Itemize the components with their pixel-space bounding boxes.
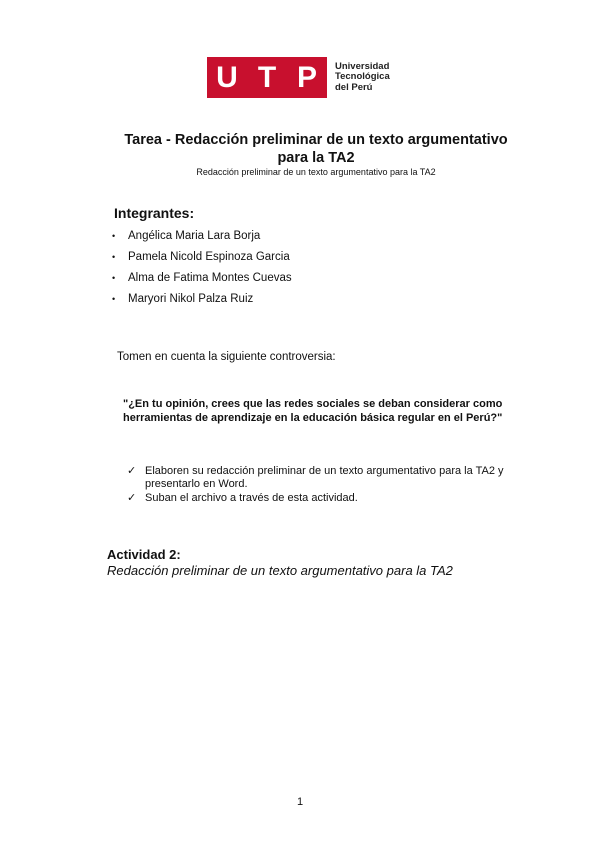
task-item	[127, 465, 527, 491]
logo-letter-u: U	[216, 61, 238, 94]
checkmark-icon: ✓	[127, 492, 137, 504]
logo-wordmark	[335, 62, 390, 94]
logo-line-2: Tecnológica	[335, 71, 390, 83]
logo-letter-t: T	[257, 61, 277, 94]
members-list	[112, 227, 292, 311]
logo-line-3: del Perú	[335, 81, 373, 93]
member-name: Pamela Nicold Espinoza Garcia	[128, 251, 290, 263]
page-number: 1	[296, 796, 304, 808]
title-line-1: Tarea - Redacción preliminar de un texto argumentativo	[124, 132, 508, 148]
member-name: Angélica Maria Lara Borja	[128, 230, 261, 242]
bullet-icon: •	[112, 294, 116, 304]
logo-letter-p: P	[296, 61, 317, 94]
utp-logo-mark	[207, 57, 327, 98]
university-logo	[207, 57, 390, 98]
member-item	[112, 227, 292, 248]
bullet-icon: •	[112, 231, 116, 241]
title-line-2: para la TA2	[277, 150, 355, 166]
task-text: Elaboren su redacción preliminar de un texto argumentativo para la TA2 y presentarlo en Word.	[145, 465, 504, 490]
member-item	[112, 269, 292, 290]
member-name: Maryori Nikol Palza Ruiz	[128, 293, 254, 305]
logo-line-1: Universidad	[335, 60, 390, 72]
bullet-icon: •	[112, 273, 116, 283]
task-text: Suban el archivo a través de esta actividad.	[145, 492, 358, 504]
controversy-intro: Tomen en cuenta la siguiente controversia:	[117, 351, 336, 363]
task-item	[127, 492, 527, 505]
task-list	[127, 465, 527, 506]
activity-description: Redacción preliminar de un texto argumentativo para la TA2	[107, 563, 453, 578]
checkmark-icon: ✓	[127, 465, 137, 477]
member-name: Alma de Fatima Montes Cuevas	[128, 272, 292, 284]
document-title	[100, 131, 532, 167]
member-item	[112, 248, 292, 269]
member-item	[112, 290, 292, 311]
bullet-icon: •	[112, 252, 116, 262]
controversy-question: "¿En tu opinión, crees que las redes sociales se deban considerar como herramientas de aprendizaje en la educación básica regular en el Perú?"	[123, 398, 503, 424]
activity-heading: Actividad 2:	[107, 547, 181, 562]
members-heading: Integrantes:	[114, 205, 195, 221]
document-subtitle: Redacción preliminar de un texto argumentativo para la TA2	[196, 167, 436, 177]
